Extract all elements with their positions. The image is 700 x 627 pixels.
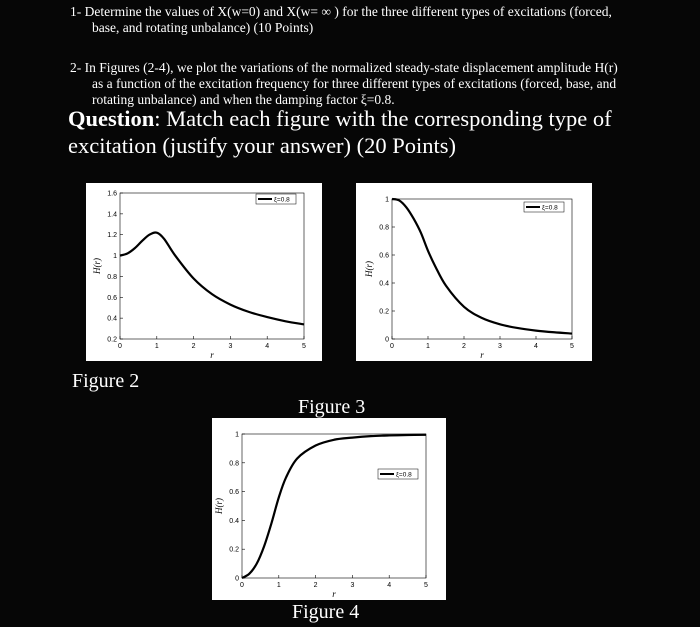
- y-tick-label: 0.6: [229, 489, 239, 497]
- question-1-line-2: base, and rotating unbalance) (10 Points): [92, 20, 314, 35]
- y-tick-label: 1: [385, 196, 389, 204]
- y-tick-label: 1.6: [107, 190, 117, 198]
- y-tick-label: 1: [235, 431, 239, 439]
- x-tick-label: 1: [426, 343, 430, 350]
- legend-label: ξ=0.8: [396, 471, 412, 479]
- x-tick-label: 4: [387, 582, 392, 589]
- x-tick-label: 3: [498, 343, 502, 350]
- x-tick-label: 2: [313, 582, 318, 589]
- y-tick-label: 0.2: [379, 308, 389, 316]
- question-2: [70, 60, 690, 108]
- y-tick-label: 0.6: [379, 252, 389, 260]
- question-2-line-3: rotating unbalance) and when the damping factor ξ=0.8.: [92, 92, 395, 107]
- y-axis-label: H(r): [214, 498, 224, 514]
- y-tick-label: 0.6: [107, 294, 117, 302]
- figure-2-chart: [86, 183, 322, 361]
- x-tick-label: 0: [118, 343, 122, 350]
- question-1: [70, 4, 690, 36]
- legend-label: ξ=0.8: [274, 196, 290, 204]
- question-label: Question: [68, 106, 155, 131]
- y-tick-label: 1.4: [107, 211, 117, 219]
- y-tick-label: 1.2: [107, 232, 117, 240]
- x-tick-label: 0: [390, 343, 394, 350]
- x-tick-label: 1: [154, 343, 159, 350]
- figure-3-panel: [356, 183, 592, 361]
- y-tick-label: 0: [235, 575, 239, 583]
- y-tick-label: 0.8: [229, 460, 239, 468]
- figure-2-caption: Figure 2: [72, 370, 140, 392]
- series-line: [392, 199, 572, 334]
- question-1-line-1: 1- Determine the values of X(w=0) and X(w= ∞ ) for the three different types of excitations (forced,: [70, 4, 612, 19]
- y-axis-label: H(r): [364, 261, 374, 277]
- series-line: [120, 232, 304, 324]
- figure-2-panel: [86, 183, 322, 361]
- y-tick-label: 0.2: [229, 546, 239, 554]
- y-axis-label: H(r): [92, 258, 102, 274]
- y-tick-label: 1: [113, 253, 117, 261]
- legend-label: ξ=0.8: [542, 204, 558, 212]
- x-tick-label: 2: [191, 343, 196, 350]
- plot-frame: [242, 434, 426, 578]
- x-tick-label: 1: [276, 582, 281, 589]
- question-text: : Match each figure with the corresponding type of excitation (justify your answer) (20 Points): [68, 106, 612, 158]
- figure-4-chart: [212, 418, 446, 600]
- y-tick-label: 0.8: [107, 273, 117, 281]
- x-tick-label: 0: [240, 582, 244, 589]
- x-tick-label: 4: [534, 343, 538, 350]
- figure-4-caption: Figure 4: [292, 601, 360, 623]
- x-tick-label: 5: [424, 582, 428, 589]
- x-axis-label: r: [210, 350, 214, 360]
- y-tick-label: 0.2: [107, 336, 117, 344]
- x-tick-label: 5: [570, 343, 574, 350]
- x-axis-label: r: [480, 350, 484, 360]
- x-axis-label: r: [332, 589, 336, 599]
- figure-3-chart: [356, 183, 592, 361]
- x-tick-label: 3: [228, 343, 233, 350]
- x-tick-label: 5: [302, 343, 306, 350]
- question-2-line-1: 2- In Figures (2-4), we plot the variations of the normalized steady-state displacement amplitude H(r): [70, 60, 618, 75]
- y-tick-label: 0.4: [379, 280, 389, 288]
- y-tick-label: 0.4: [229, 517, 239, 525]
- series-line: [242, 435, 426, 578]
- x-tick-label: 2: [462, 343, 466, 350]
- question-prompt: [68, 105, 698, 159]
- x-tick-label: 3: [350, 582, 355, 589]
- figure-3-caption: Figure 3: [298, 396, 366, 418]
- y-tick-label: 0.8: [379, 224, 389, 232]
- figure-4-panel: [212, 418, 446, 600]
- y-tick-label: 0.4: [107, 315, 117, 323]
- plot-frame: [120, 193, 304, 339]
- y-tick-label: 0: [385, 336, 389, 344]
- question-2-line-2: as a function of the excitation frequency for three different types of excitations (forced, base, and: [92, 76, 617, 91]
- x-tick-label: 4: [265, 343, 270, 350]
